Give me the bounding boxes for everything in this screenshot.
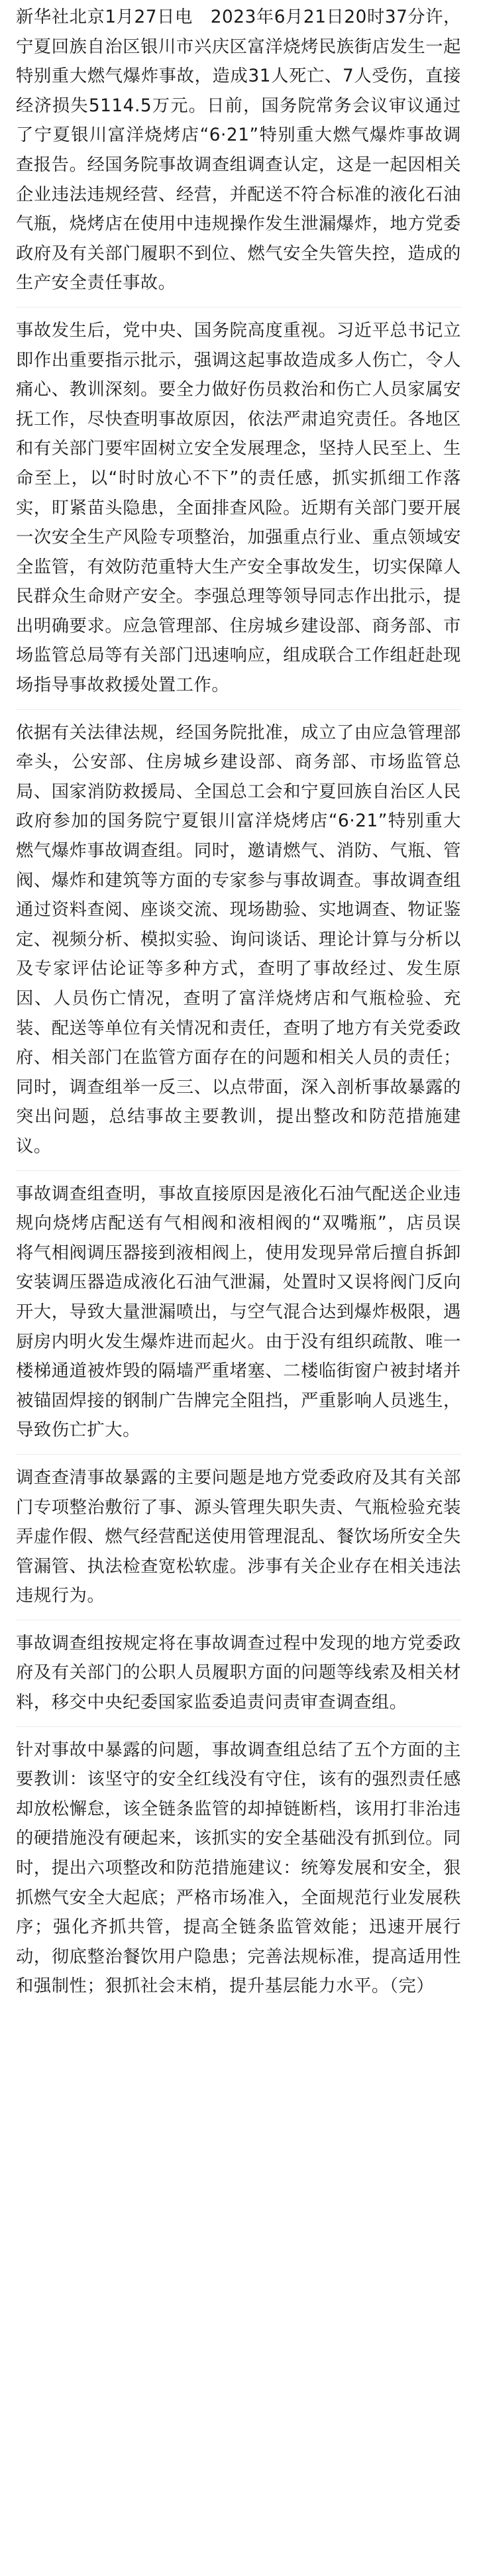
article-paragraph-5: 调查查清事故暴露的主要问题是地方党委政府及其有关部门专项整治敷衍了事、源头管理失职失责、气瓶检验充装弄虚作假、燃气经营配送使用管理混乱、餐饮场所安全失管漏管、执法检查宽松软虚。涉事有关企业存在相关违法违规行为。 xyxy=(16,1467,461,1606)
paragraph-divider xyxy=(16,709,461,710)
article-paragraph-6: 事故调查组按规定将在事故调查过程中发现的地方党委政府及有关部门的公职人员履职方面的问题等线索及相关材料，移交中央纪委国家监委追责问责审查调查组。 xyxy=(16,1633,461,1713)
article-paragraph-2: 事故发生后，党中央、国务院高度重视。习近平总书记立即作出重要指示批示，强调这起事故造成多人伤亡，令人痛心、教训深刻。要全力做好伤员救治和伤亡人员家属安抚工作，尽快查明事故原因，依法严肃追究责任。各地区和有关部门要牢固树立安全发展理念，坚持人民至上、生命至上，以“时时放心不下”的责任感，抓实抓细工作落实，盯紧苗头隐患，全面排查风险。近期有关部门要开展一次安全生产风险专项整治，加强重点行业、重点领域安全监管，有效防范重特大生产安全事故发生，切实保障人民群众生命财产安全。李强总理等领导同志作出批示，提出明确要求。应急管理部、住房城乡建设部、商务部、市场监管总局等有关部门迅速响应，组成联合工作组赶赴现场指导事故救援处置工作。 xyxy=(16,320,461,696)
paragraph-divider xyxy=(16,307,461,308)
paragraph-divider xyxy=(16,1726,461,1727)
article-paragraph-3: 依据有关法律法规，经国务院批准，成立了由应急管理部牵头，公安部、住房城乡建设部、商务部、市场监管总局、国家消防救援局、全国总工会和宁夏回族自治区人民政府参加的国务院宁夏银川富洋烧烤店“6·21”特别重大燃气爆炸事故调查组。同时，邀请燃气、消防、气瓶、管阀、爆炸和建筑等方面的专家参与事故调查。事故调查组通过资料查阅、座谈交流、现场勘验、实地调查、物证鉴定、视频分析、模拟实验、询问谈话、理论计算与分析以及专家评估论证等多种方式，查明了事故经过、发生原因、人员伤亡情况，查明了富洋烧烤店和气瓶检验、充装、配送等单位有关情况和责任，查明了地方有关党委政府、相关部门在监管方面存在的问题和相关人员的责任；同时，调查组举一反三、以点带面，深入剖析事故暴露的突出问题，总结事故主要教训，提出整改和防范措施建议。 xyxy=(16,722,461,1156)
article-paragraph-1: 新华社北京1月27日电 2023年6月21日20时37分许，宁夏回族自治区银川市兴庆区富洋烧烤民族街店发生一起特别重大燃气爆炸事故，造成31人死亡、7人受伤，直接经济损失5114.5万元。日前，国务院常务会议审议通过了宁夏银川富洋烧烤店“6·21”特别重大燃气爆炸事故调查报告。经国务院事故调查组调查认定，这是一起因相关企业违法违规经营、经营，并配送不符合标准的液化石油气瓶，烧烤店在使用中违规操作发生泄漏爆炸，地方党委政府及有关部门履职不到位、燃气安全失管失控，造成的生产安全责任事故。 xyxy=(16,7,461,294)
paragraph-divider xyxy=(16,1170,461,1171)
paragraph-divider xyxy=(16,1454,461,1455)
article-paragraph-4: 事故调查组查明，事故直接原因是液化石油气配送企业违规向烧烤店配送有气相阀和液相阀的“双嘴瓶”，店员误将气相阀调压器接到液相阀上，使用发现异常后擅自拆卸安装调压器造成液化石油气泄漏，处置时又误将阀门反向开大，导致大量泄漏喷出，与空气混合达到爆炸极限，遇厨房内明火发生爆炸进而起火。由于没有组织疏散、唯一楼梯通道被炸毁的隔墙严重堵塞、二楼临街窗户被封堵并被锚固焊接的钢制广告牌完全阻挡，严重影响人员逃生，导致伤亡扩大。 xyxy=(16,1184,461,1441)
article-paragraph-7: 针对事故中暴露的问题，事故调查组总结了五个方面的主要教训：该坚守的安全红线没有守住，该有的强烈责任感却放松懈怠，该全链条监管的却掉链断档，该用打非治违的硬措施没有硬起来，该抓实的安全基础没有抓到位。同时，提出六项整改和防范措施建议：统筹发展和安全，狠抓燃气安全大起底；严格市场准入，全面规范行业发展秩序；强化齐抓共管，提高全链条监管效能；迅速开展行动，彻底整治餐饮用户隐患；完善法规标准，提高适用性和强制性；狠抓社会末梢，提升基层能力水平。（完） xyxy=(16,1740,461,1997)
